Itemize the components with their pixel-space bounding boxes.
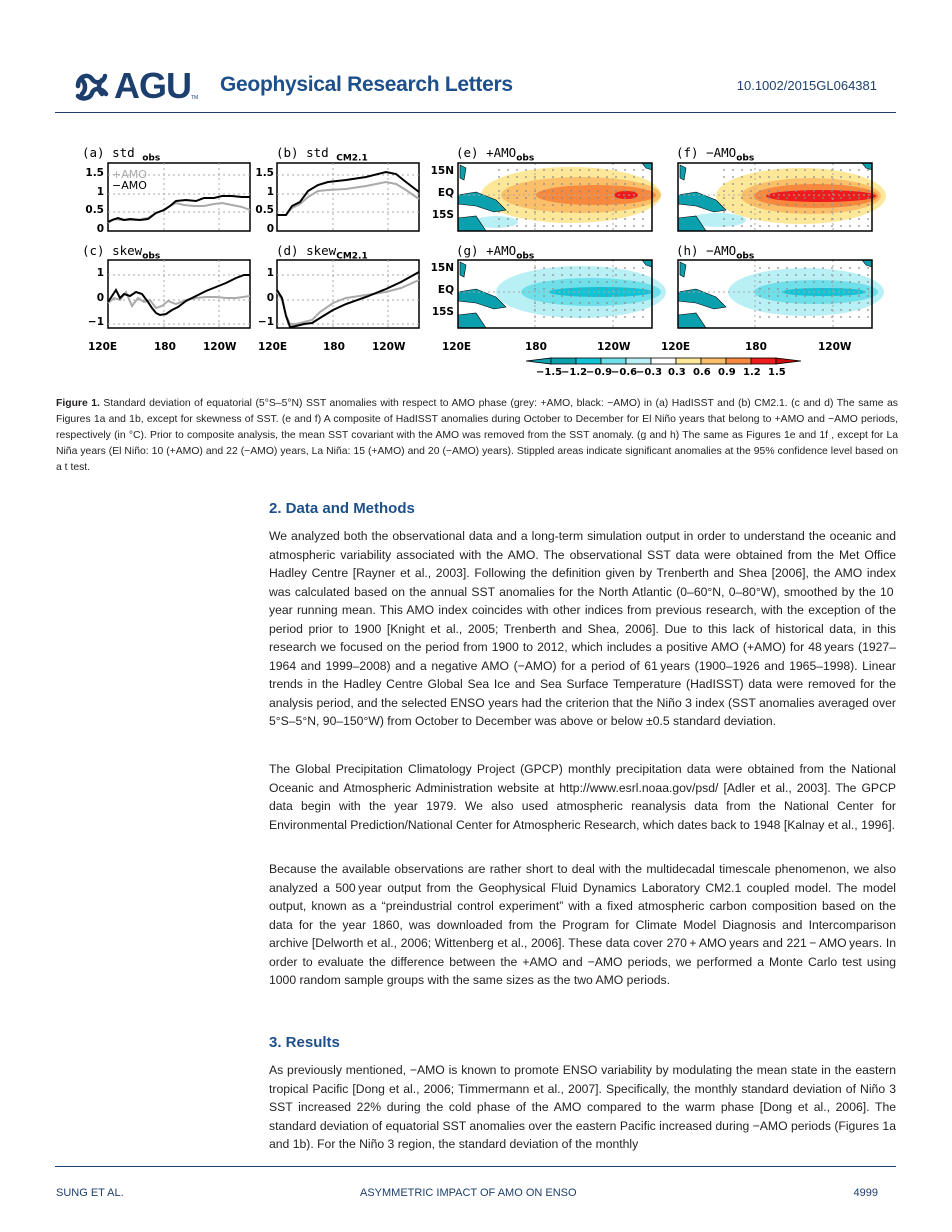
ytick: −1 bbox=[257, 316, 274, 328]
xtick: 120W bbox=[818, 341, 852, 353]
ytick: 0 bbox=[96, 223, 104, 235]
panel-b-plot bbox=[277, 163, 419, 231]
ytick: 15N bbox=[430, 262, 454, 274]
agu-swirl-icon bbox=[74, 70, 110, 102]
ytick: 0 bbox=[96, 292, 104, 304]
xtick: 120E bbox=[442, 341, 472, 353]
paragraph: The Global Precipitation Climatology Project (GPCP) monthly precipitation data were obtained from the National Oceanic and Atmospheric Administration website at http://www.esrl.noaa.gov/psd/ [Adler et al., 2003]. The GPCP data begin with the year 1979. We also used atmospheric reanalysis data from the National Center for Environmental Prediction/National Center for Atmospheric Research, which dates back to 1948 [Kalnay et al., 1996]. bbox=[269, 762, 896, 832]
panel-e-title: $(e) +AMO_{obs}$ bbox=[456, 145, 535, 164]
xtick: 120W bbox=[372, 341, 406, 353]
xtick: 180 bbox=[525, 341, 547, 353]
colorbar-label: −0.3 bbox=[636, 367, 663, 378]
panel-f-title: $(f) -AMO_{obs}$ bbox=[676, 145, 755, 164]
colorbar-label: −1.5 bbox=[536, 367, 563, 378]
panel-d-title: (d) skew$_{CM2.1}$ bbox=[276, 243, 368, 262]
ytick: 15S bbox=[431, 306, 454, 318]
figure-1 bbox=[56, 140, 896, 385]
ytick: 1 bbox=[96, 186, 104, 198]
xtick: 180 bbox=[154, 341, 176, 353]
colorbar-label: −0.6 bbox=[611, 367, 638, 378]
xtick: 120E bbox=[88, 341, 118, 353]
panel-f-map bbox=[678, 163, 886, 231]
colorbar-label: 0.9 bbox=[718, 367, 736, 378]
xtick: 120W bbox=[597, 341, 631, 353]
panel-d-plot bbox=[277, 260, 419, 328]
doi[interactable]: 10.1002/2015GL064381 bbox=[736, 78, 877, 93]
xtick: 180 bbox=[323, 341, 345, 353]
colorbar bbox=[526, 358, 801, 364]
xtick: 120W bbox=[203, 341, 237, 353]
ytick: 1 bbox=[96, 267, 104, 279]
agu-logo bbox=[74, 65, 199, 106]
ytick: EQ bbox=[437, 284, 454, 296]
logo-text: AGU bbox=[114, 65, 191, 106]
logo-tm: TM bbox=[191, 95, 199, 101]
paragraph: Because the available observations are rather short to deal with the multidecadal timescale phenomenon, we also analyzed a 500 year output from the Geophysical Fluid Dynamics Laboratory CM2.1 coupled model. The model output, known as a “preindustrial control experiment” with a fixed atmospheric carbon composition based on the data for the year 1860, was downloaded from the Program for Climate Model Diagnosis and Intercomparison archive [Delworth et al., 2006; Wittenberg et al., 2006]. These data cover 270 + AMO years and 221 − AMO years. In order to evaluate the difference between the +AMO and −AMO periods, we performed a Monte Carlo test using 1000 random sample groups with the same sizes as the two AMO periods. bbox=[269, 862, 896, 987]
colorbar-label: 0.6 bbox=[693, 367, 711, 378]
panel-b-title: (b) std $_{CM2.1}$ bbox=[276, 145, 368, 164]
ytick: −1 bbox=[87, 316, 104, 328]
ytick: 1 bbox=[266, 267, 274, 279]
ytick: EQ bbox=[437, 187, 454, 199]
svg-text:+AMO: +AMO bbox=[112, 168, 147, 181]
paragraph: We analyzed both the observational data and a long-term simulation output in order to understand the oceanic and atmospheric variability associated with the AMO. The observational SST data were obtained from the Met Office Hadley Centre [Rayner et al., 2003]. Following the definition given by Trenberth and Shea [2006], the AMO index was calculated based on the annual SST anomalies for the North Atlantic (0–60°N, 0–80°W), smoothed by the 10 year running mean. This AMO index coincides with other indices from previous research, with the exception of the period prior to 1900 [Knight et al., 2005; Trenberth and Shea, 2006]. Due to this lack of historical data, in this research we focused on the period from 1900 to 2012, which includes a positive AMO (+AMO) for 48 years (1927–1964 and 1999–2008) and a negative AMO (−AMO) for a period of 61 years (1900–1926 and 1965–1998). Linear trends in the Hadley Centre Global Sea Ice and Sea Surface Temperature (HadISST) data were removed for the analysis period, and the selected ENSO years had the criterion that the Niño 3 index (SST anomalies averaged over 5°S–5°N, 90–150°W) from October to December was above or below ±0.5 standard deviation. bbox=[269, 529, 896, 728]
caption-label: Figure 1. bbox=[56, 398, 100, 409]
figure-caption bbox=[56, 396, 898, 476]
ytick: 15S bbox=[431, 209, 454, 221]
section-heading-results: 3. Results bbox=[269, 1034, 340, 1051]
ytick: 0.5 bbox=[255, 204, 274, 216]
caption-text: Standard deviation of equatorial (5°S–5°N) SST anomalies with respect to AMO phase (grey: +AMO, black: −AMO) in (a) HadISST and (b) CM2.1. (c and d) The same as Figures 1a and 1b, except for skewness of SST. (e and f) A composite of HadISST anomalies during October to December for El Niño years that belong to +AMO and −AMO periods, respectively (in °C). Prior to composite analysis, the mean SST covariant with the AMO was removed from the SST anomaly. (g and h) The same as Figures 1e and 1f , except for La Niña years (El Niño: 10 (+AMO) and 22 (−AMO) years, La Niña: 15 (+AMO) and 20 (−AMO) years). Stippled areas indicate significant anomalies at the 95% confidence level based on a t test. bbox=[56, 398, 898, 473]
paragraph: As previously mentioned, −AMO is known to promote ENSO variability by modulating the mean state in the eastern tropical Pacific [Dong et al., 2006; Timmermann et al., 2007]. Specifically, the monthly standard deviation of Niño 3 SST increased 22% during the cold phase of the AMO compared to the warm phase [Dong et al., 2006]. The standard deviation of equatorial SST anomalies over the eastern Pacific increased during −AMO periods (Figures 1a and 1b). For the Niño 3 region, the standard deviation of the monthly bbox=[269, 1063, 896, 1151]
colorbar-label: 1.5 bbox=[768, 367, 786, 378]
xtick: 180 bbox=[745, 341, 767, 353]
journal-title: Geophysical Research Letters bbox=[220, 73, 513, 96]
footer-authors: SUNG ET AL. bbox=[56, 1187, 124, 1199]
panel-h-title: $(h) -AMO_{obs}$ bbox=[676, 243, 755, 262]
footer-rule bbox=[55, 1166, 896, 1167]
page-number: 4999 bbox=[853, 1187, 878, 1199]
colorbar-label: 0.3 bbox=[668, 367, 686, 378]
header-rule bbox=[55, 112, 896, 113]
xtick: 120E bbox=[258, 341, 288, 353]
ytick: 1.5 bbox=[255, 167, 274, 179]
ytick: 1.5 bbox=[85, 167, 104, 179]
svg-text:−AMO: −AMO bbox=[112, 179, 147, 192]
xtick: 120E bbox=[661, 341, 691, 353]
panel-g-title: $(g) +AMO_{obs}$ bbox=[456, 243, 535, 262]
colorbar-label: −1.2 bbox=[561, 367, 588, 378]
panel-a-title: (a) std $_{obs}$ bbox=[82, 145, 161, 164]
colorbar-label: 1.2 bbox=[743, 367, 761, 378]
ytick: 0.5 bbox=[85, 204, 104, 216]
ytick: 0 bbox=[266, 292, 274, 304]
ytick: 0 bbox=[266, 223, 274, 235]
section-heading-data-methods: 2. Data and Methods bbox=[269, 500, 415, 517]
panel-c-title: (c) skew$_{obs}$ bbox=[82, 243, 161, 262]
colorbar-label: −0.9 bbox=[586, 367, 613, 378]
panel-h-map bbox=[678, 260, 884, 328]
panel-g-map bbox=[458, 260, 666, 328]
figure-graphic bbox=[56, 140, 896, 385]
footer-running-title: ASYMMETRIC IMPACT OF AMO ON ENSO bbox=[360, 1187, 577, 1199]
panel-e-map bbox=[458, 163, 661, 231]
ytick: 15N bbox=[430, 165, 454, 177]
ytick: 1 bbox=[266, 186, 274, 198]
